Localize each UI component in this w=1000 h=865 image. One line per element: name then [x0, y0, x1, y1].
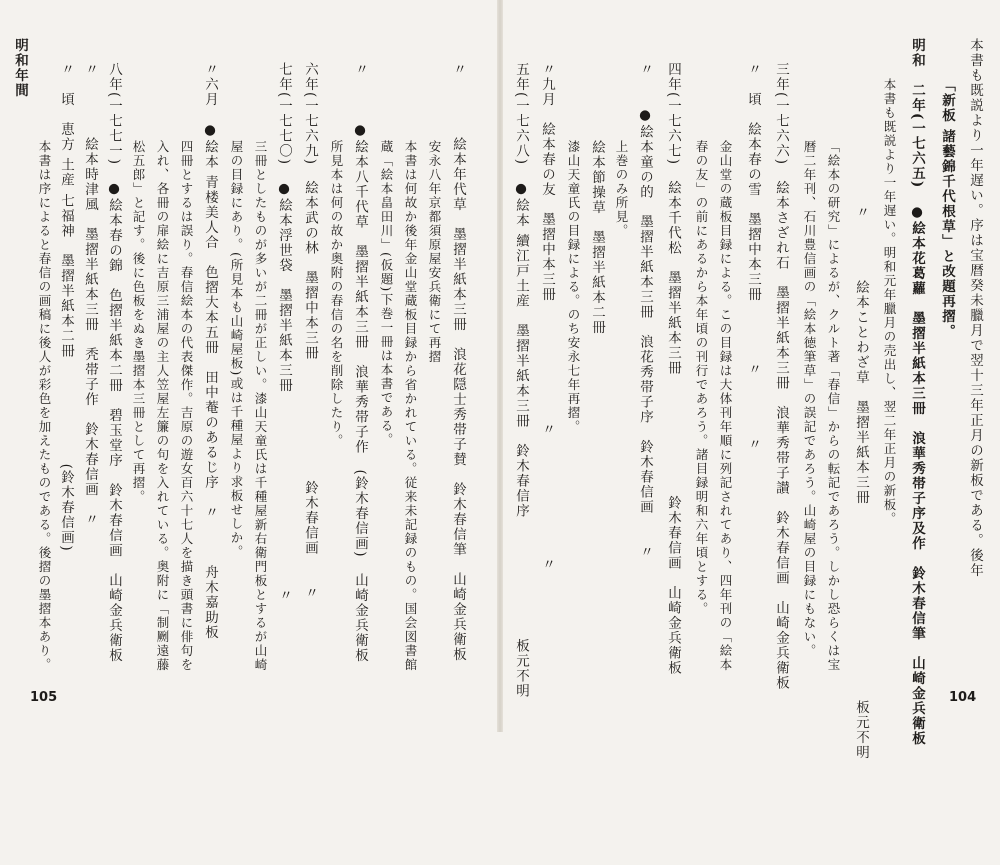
- entry-column: 四年(一七六七) 絵本千代松 墨摺半紙本三冊 鈴木春信画 山崎金兵衛板: [665, 62, 681, 676]
- text-column: 三冊としたものが多いが二冊が正しい。漆山天童氏は千種屋新右衛門板とするが山崎: [253, 140, 268, 672]
- left-page: [0, 0, 497, 732]
- text-column: 漆山天童氏の目録による。のち安永七年再摺。: [566, 140, 581, 434]
- text-column: 本書は何故か後年金山堂蔵板目録から省かれている。従来未記録のもの。国会図書館: [403, 140, 418, 672]
- book-gutter: [497, 0, 503, 732]
- era-heading: 明和年間: [12, 38, 28, 98]
- text-column: 本書も既説より一年遅い。明和元年臘月の売出し、翌二年正月の新板。: [882, 78, 897, 526]
- text-column: 安永八年京都須原屋安兵衛にて再摺: [427, 140, 442, 364]
- entry-column: 〃 絵本時津風 墨摺半紙本三冊 秃帯子作 鈴木春信画 〃: [82, 62, 98, 527]
- text-column: 上巻のみ所見。: [614, 140, 629, 238]
- entry-column: 〃 絵本年代草 墨摺半紙本三冊 浪花隠士秀帯子賛 鈴木春信筆 山崎金兵衛板: [450, 62, 466, 662]
- text-column: 本書は序によると春信の画稿に後人が彩色を加えたものである。後摺の墨摺本あり。: [37, 140, 52, 672]
- entry-column: 〃九月 絵本春の友 墨摺中本三冊 〃 〃: [539, 62, 555, 572]
- entry-column: 〃 頃 恵方 土産 七福神 墨摺半紙本二冊 (鈴木春信画): [58, 62, 74, 553]
- right-page: [503, 0, 1000, 760]
- entry-column: 絵本節操草 墨摺半紙本二冊: [589, 140, 605, 335]
- text-column: 四冊とするは誤り。春信絵本の代表傑作。吉原の遊女百六十七人を描き頭書に俳句を: [179, 140, 194, 672]
- entry-column: 〃 頃 絵本春の雪 墨摺中本三冊 〃 〃: [745, 62, 761, 452]
- text-column: 本書も既説より一年遅い。序は宝暦癸未臘月で翌十三年正月の新板である。後年: [967, 38, 983, 578]
- entry-column: 〃 絵本ことわざ草 墨摺半紙本三冊 板元不明: [853, 205, 869, 760]
- text-column: 暦二年刊、石川豊信画の「絵本徳筆草」の誤記であろう。山崎屋の目録にもない。: [802, 140, 817, 658]
- text-column: 蔵「絵本畠田川」(仮題)下巻一冊は本書である。: [379, 140, 394, 447]
- text-column: 「絵本の研究」によるが、クルト著「春信」からの転記であろう。しかし恐らくは宝: [826, 140, 841, 672]
- entry-column: 〃六月 ●絵本 青楼美人合 色摺大本五冊 田中菴のあるじ序 〃 舟木嘉助板: [202, 62, 218, 641]
- text-column: 春の友」の前にあるから本年頃の刊行であろう。諸目録明和六年頃とする。: [694, 140, 709, 616]
- text-column: 屋の目録にあり。(所見本も山崎屋板)或は千種屋より求板せしか。: [229, 140, 244, 559]
- entry-column: 五年(一七六八) ●絵本 續江戸土産 墨摺半紙本三冊 鈴木春信序 板元不明: [513, 62, 529, 699]
- entry-column: 七年(一七七〇) ●絵本浮世袋 墨摺半紙本三冊 〃: [276, 62, 292, 604]
- text-column: 松五郎」と記す。後に色板をぬき墨摺本三冊として再摺。: [131, 140, 146, 504]
- entry-column: 明和 二年(一七六五) ●絵本花葛蘿 墨摺半紙本三冊 浪華秀帯子序及作 鈴木春信筆 山崎金兵衛板: [909, 38, 925, 747]
- entry-column: 六年(一七六九) 絵本武の林 墨摺中本三冊 鈴木春信画 〃: [302, 62, 318, 601]
- entry-column: 三年(一七六六) 絵本さざれ石 墨摺半紙本三冊 浪華秀帯子讃 鈴木春信画 山崎金兵衛板: [773, 62, 789, 691]
- text-column: 金山堂の蔵板目録による。この目録は大体刊年順に列記されてあり、四年刊の「絵本: [718, 140, 733, 672]
- page-number: 105: [30, 690, 58, 705]
- entry-column: 八年(一七七一) ●絵本春の錦 色摺半紙本二冊 碧玉堂序 鈴木春信画 山崎金兵衛板: [106, 62, 122, 664]
- page-number: 104: [949, 690, 977, 705]
- entry-column: 〃 ●絵本童の的 墨摺半紙本三冊 浪花秀帯子序 鈴木春信画 〃: [637, 62, 653, 560]
- text-column: 入れ、各冊の扉絵に吉原三浦屋の主人笠屋左簾の句を入れている。奥附に「制劂遠藤: [155, 140, 170, 672]
- entry-column: 〃 ●絵本八千代草 墨摺半紙本三冊 浪華秀帯子作 (鈴木春信画) 山崎金兵衛板: [352, 62, 368, 664]
- text-column: 「新板 諸藝錦千代根草」と改題再摺。: [939, 78, 955, 340]
- text-column: 所見本は何の故か奥附の春信の名を削除したり。: [329, 140, 344, 448]
